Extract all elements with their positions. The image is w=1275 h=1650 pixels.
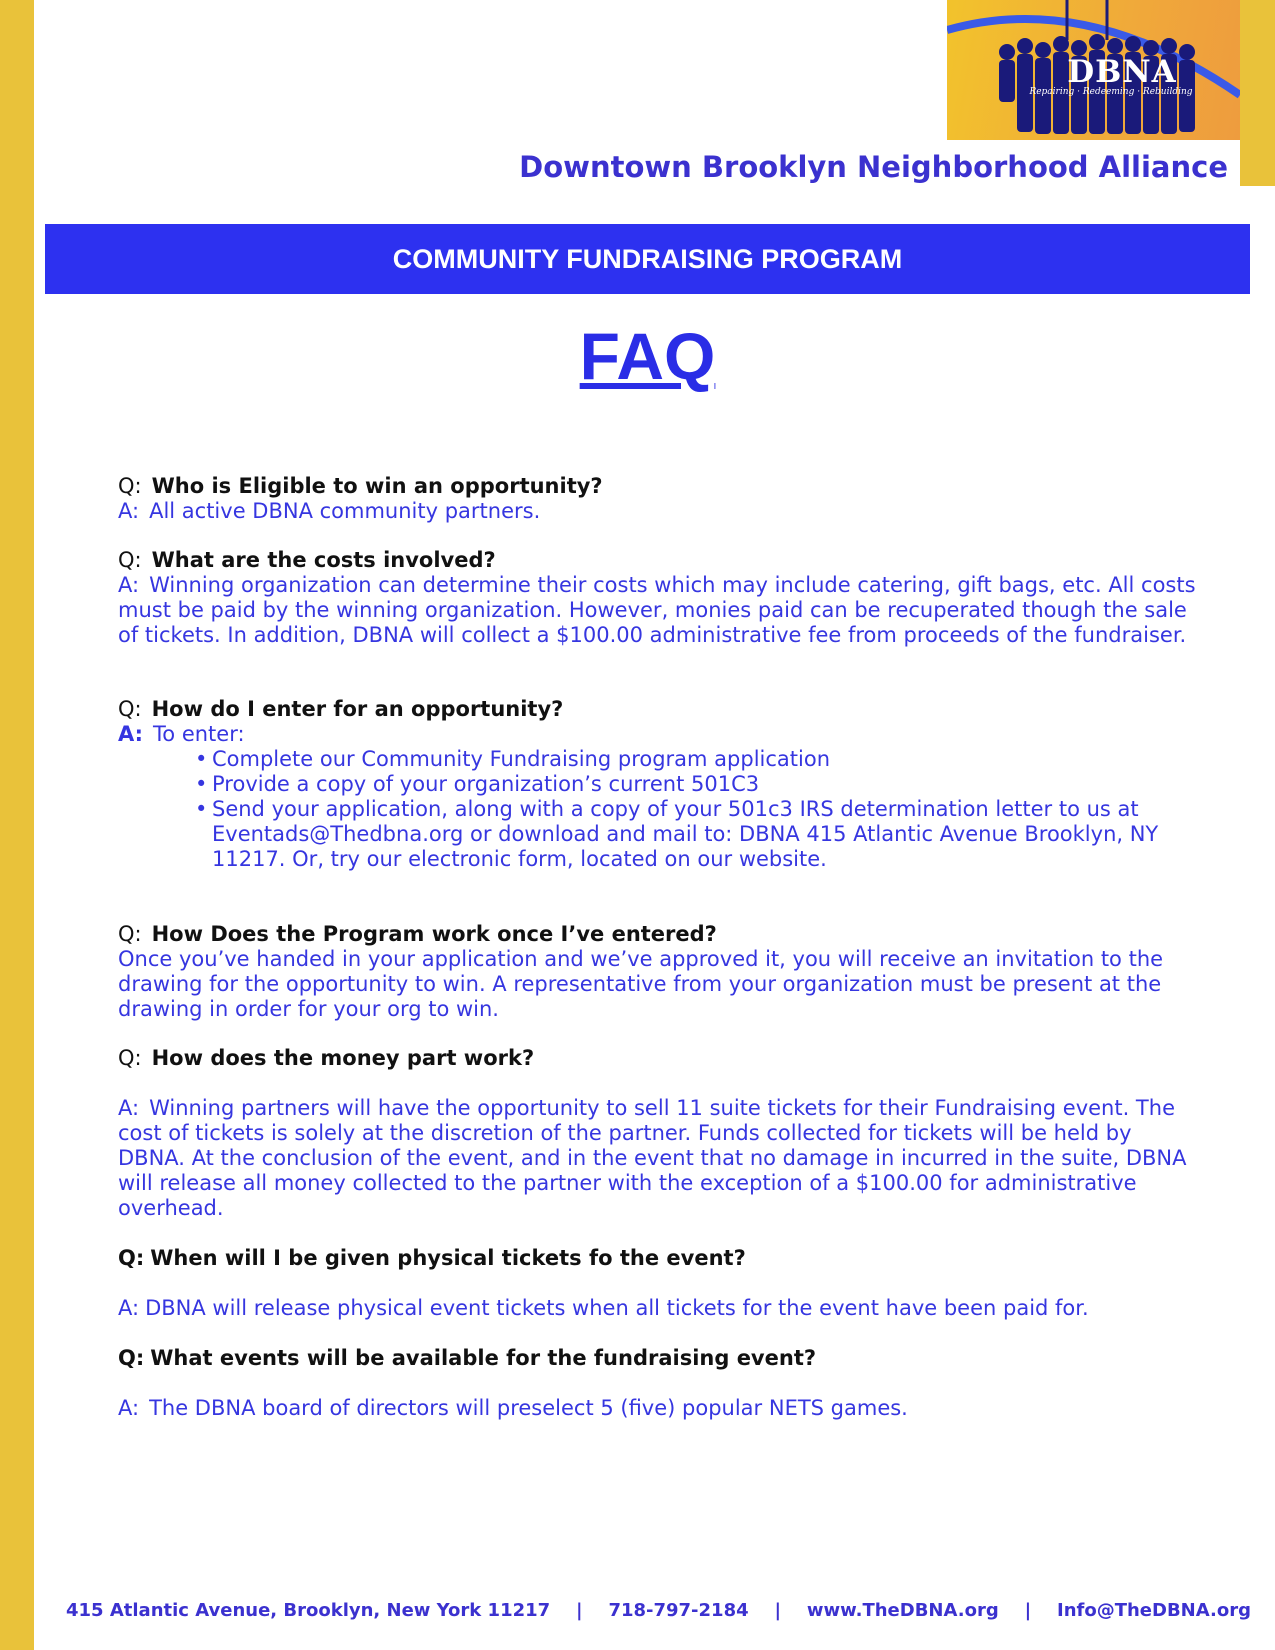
banner-title: COMMUNITY FUNDRAISING PROGRAM <box>392 243 903 274</box>
footer-separator: | <box>774 1600 782 1621</box>
question: Q: How do I enter for an opportunity? <box>118 697 564 721</box>
answer: A: The DBNA board of directors will preselect 5 (five) popular NETS games. <box>118 1396 908 1420</box>
right-accent-bar <box>1240 0 1275 186</box>
footer-separator: | <box>1024 1600 1032 1621</box>
left-accent-bar <box>0 0 34 1650</box>
footer-website-link[interactable]: www.TheDBNA.org <box>806 1600 999 1621</box>
faq-item-costs <box>118 548 1198 648</box>
question: Q: What are the costs involved? <box>118 548 496 572</box>
dbna-logo <box>947 0 1240 140</box>
list-item: • Provide a copy of your organization’s current 501C3 <box>212 772 1198 797</box>
faq-title: FAQ <box>579 319 716 393</box>
faq-item-tickets <box>118 1246 1198 1321</box>
question: Q: Who is Eligible to win an opportunity? <box>118 474 603 498</box>
list-item: • Send your application, along with a copy of your 501c3 IRS determination letter to us at Eventads@Thedbna.org or download and mail to: DBNA 415 Atlantic Avenue Brooklyn, NY 11217. Or, try our electronic form, located on our website. <box>212 797 1198 872</box>
logo-tagline: Repairing · Redeeming · Rebuilding <box>1029 87 1193 97</box>
faq-item-enter <box>118 697 1198 872</box>
footer-email-link[interactable]: Info@TheDBNA.org <box>1057 1600 1251 1621</box>
list-item: • Complete our Community Fundraising program application <box>212 747 1198 772</box>
faq-item-eligibility <box>118 474 1198 524</box>
footer <box>66 1600 1251 1621</box>
footer-separator: | <box>576 1600 583 1621</box>
answer: A: Winning organization can determine their costs which may include catering, gift bags, etc. All costs must be paid by the winning organization. However, monies paid can be recuperated though the sale of tickets. In addition, DBNA will collect a $100.00 administrative fee from proceeds of the fundraiser. <box>118 573 1196 647</box>
answer: A: Winning partners will have the opportunity to sell 11 suite tickets for their Fundraising event. The cost of tickets is solely at the discretion of the partner. Funds collected for tickets will be held by DBNA. At the conclusion of the event, and in the event that no damage in incurred in the suite, DBNA will release all money collected to the partner with the exception of a $100.00 for administrative overhead. <box>118 1096 1187 1220</box>
footer-address: 415 Atlantic Avenue, Brooklyn, New York 11217 <box>66 1600 551 1621</box>
faq-item-program <box>118 922 1198 1022</box>
answer: Once you’ve handed in your application and we’ve approved it, you will receive an invitation to the drawing for the opportunity to win. A representative from your organization must be present at the drawing in order for your org to win. <box>118 947 1164 1021</box>
answer: A: DBNA will release physical event tickets when all tickets for the event have been paid for. <box>118 1296 1089 1320</box>
logo-title: DBNA <box>1067 54 1177 90</box>
answer: A: All active DBNA community partners. <box>118 499 541 523</box>
program-banner <box>45 224 1250 294</box>
question: Q: What events will be available for the fundraising event? <box>118 1346 817 1370</box>
question: Q: How Does the Program work once I’ve entered? <box>118 922 717 946</box>
faq-item-events <box>118 1346 1198 1421</box>
enter-steps-list <box>118 747 1198 872</box>
question: Q: When will I be given physical tickets fo the event? <box>118 1246 746 1270</box>
footer-phone: 718-797-2184 <box>608 1600 749 1621</box>
org-name: Downtown Brooklyn Neighborhood Alliance <box>519 150 1228 184</box>
question: Q: How does the money part work? <box>118 1046 535 1070</box>
answer: A: To enter: <box>118 722 245 746</box>
faq-item-money <box>118 1046 1198 1221</box>
